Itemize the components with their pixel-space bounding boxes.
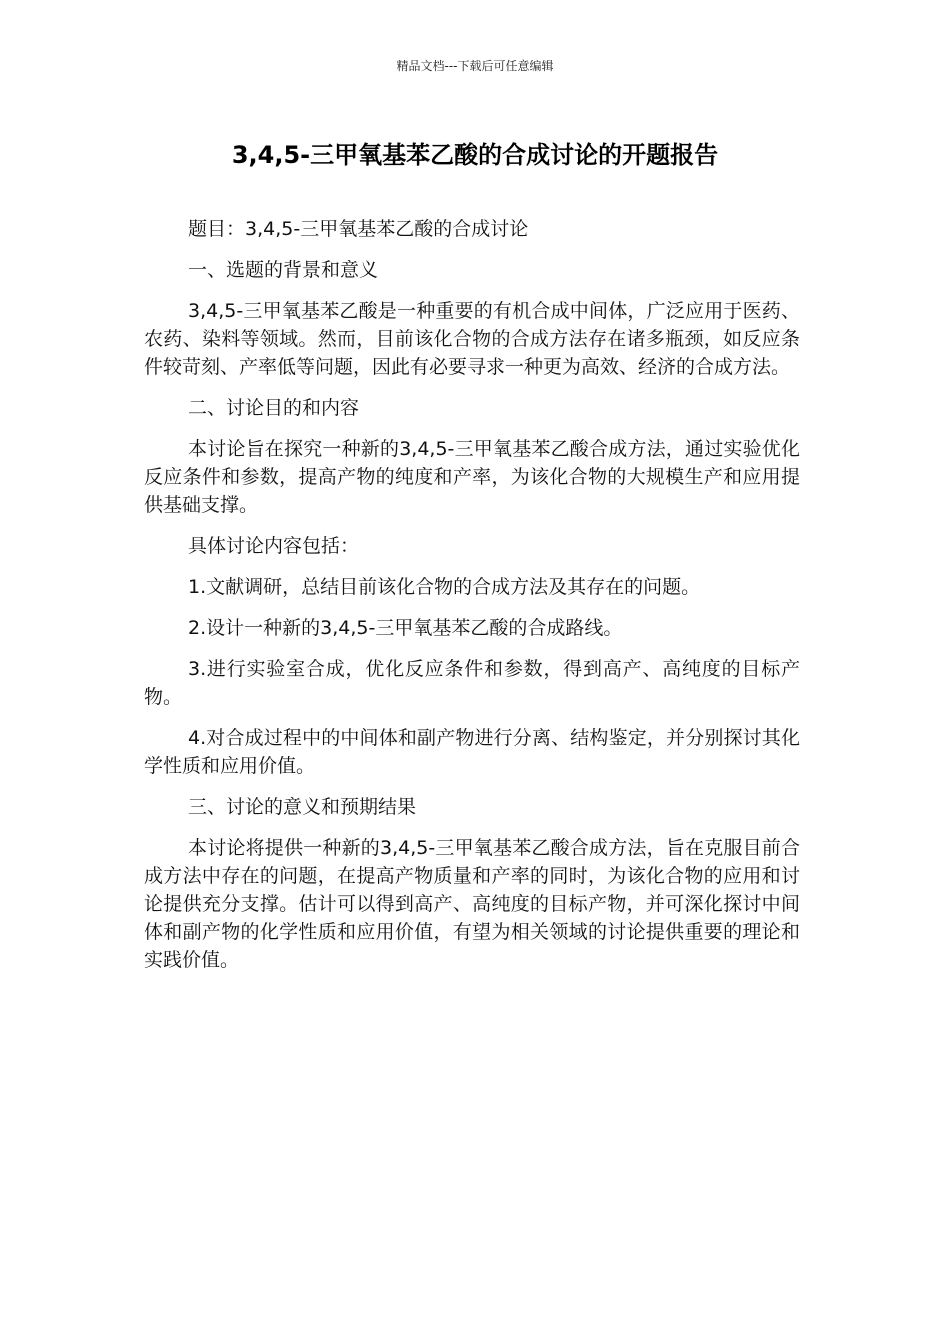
list-item-1: 1.文献调研，总结目前该化合物的合成方法及其存在的问题。	[188, 576, 701, 598]
document-title: 3,4,5-三甲氧基苯乙酸的合成讨论的开题报告	[231, 141, 719, 169]
page-header: 精品文档---下载后可任意编辑	[396, 59, 554, 73]
paragraph-content-intro: 具体讨论内容包括：	[188, 535, 360, 557]
paragraph-background: 3,4,5-三甲氧基苯乙酸是一种重要的有机合成中间体，广泛应用于医药、农药、染料等领域。然而，目前该化合物的合成方法存在诸多瓶颈，如反应条件较苛刻、产率低等问题，因此有必要寻求一种更为高效、经济的合成方法。	[144, 300, 800, 378]
section-heading-significance: 三、讨论的意义和预期结果	[188, 796, 417, 818]
section-heading-background: 一、选题的背景和意义	[188, 259, 379, 281]
list-item-4: 4.对合成过程中的中间体和副产物进行分离、结构鉴定，并分别探讨其化学性质和应用价值。	[144, 727, 800, 777]
paragraph-purpose: 本讨论旨在探究一种新的3,4,5-三甲氧基苯乙酸合成方法，通过实验优化反应条件和参数，提高产物的纯度和产率，为该化合物的大规模生产和应用提供基础支撑。	[144, 438, 800, 516]
paragraph-topic: 题目：3,4,5-三甲氧基苯乙酸的合成讨论	[188, 218, 529, 240]
paragraph-significance: 本讨论将提供一种新的3,4,5-三甲氧基苯乙酸合成方法，旨在克服目前合成方法中存在的问题，在提高产物质量和产率的同时，为该化合物的应用和讨论提供充分支撑。估计可以得到高产、高纯度的目标产物，并可深化探讨中间体和副产物的化学性质和应用价值，有望为相关领域的讨论提供重要的理论和实践价值。	[144, 837, 800, 971]
list-item-3: 3.进行实验室合成，优化反应条件和参数，得到高产、高纯度的目标产物。	[144, 658, 800, 708]
list-item-2: 2.设计一种新的3,4,5-三甲氧基苯乙酸的合成路线。	[188, 617, 623, 639]
document-body	[144, 215, 800, 987]
section-heading-purpose: 二、讨论目的和内容	[188, 397, 360, 419]
